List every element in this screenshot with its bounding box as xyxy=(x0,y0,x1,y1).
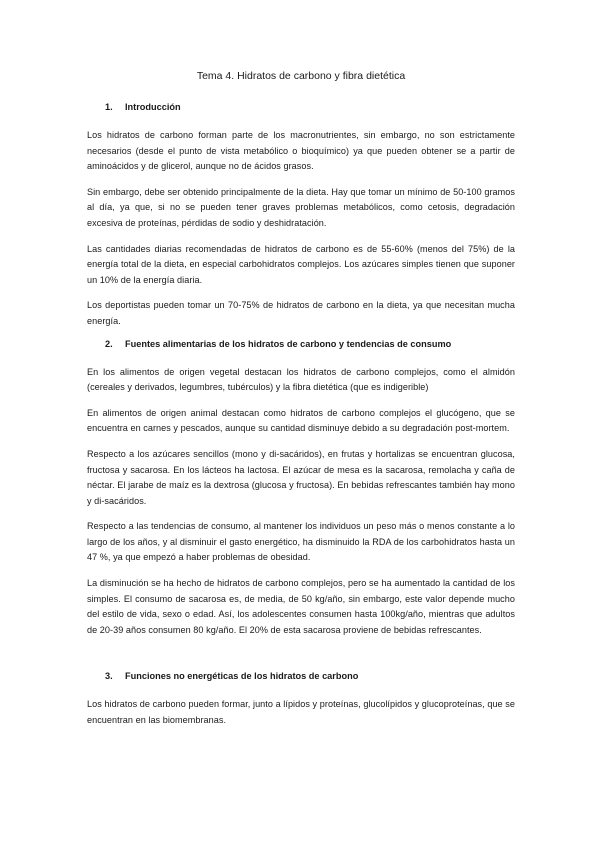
section-heading-3 xyxy=(87,670,515,682)
paragraph: La disminución se ha hecho de hidratos de carbono complejos, pero se ha aumentado la cantidad de los simples. El consumo de sacarosa es, de media, de 50 kg/año, sin embargo, este valor depende mucho del estilo de vida, sexo o edad. Así, los adolescentes consumen hasta 100kg/año, mientras que adultos de 20-39 años consumen 80 kg/año. El 20% de esta sacarosa proviene de bebidas refrescantes. xyxy=(87,578,515,635)
section-heading-2 xyxy=(87,338,515,350)
paragraph: Los hidratos de carbono forman parte de los macronutrientes, sin embargo, no son estrictamente necesarios (desde el punto de vista metabólico o bioquímico) ya que pueden obtener se a partir de aminoácidos y de glicerol, aunque no de ácidos grasos. xyxy=(87,130,515,172)
paragraph: Sin embargo, debe ser obtenido principalmente de la dieta. Hay que tomar un mínimo de 50-100 gramos al día, ya que, si no se pueden tener graves problemas metabólicos, como cetosis, degradación excesiva de proteínas, pérdidas de sodio y deshidratación. xyxy=(87,186,515,228)
document-body xyxy=(87,70,515,739)
paragraph: En alimentos de origen animal destacan como hidratos de carbono complejos el glucógeno, que se encuentra en carnes y pescados, aunque su cantidad disminuye debido a su degradación post-mortem. xyxy=(87,407,515,434)
section-number: 2. xyxy=(105,338,113,349)
paragraph: En los alimentos de origen vegetal destacan los hidratos de carbono complejos, como el almidón (cereales y derivados, legumbres, tubérculos) y la fibra dietética (que es indigerible) xyxy=(87,366,515,393)
section-heading-1 xyxy=(87,101,515,113)
paragraph: Respecto a los azúcares sencillos (mono y di-sacáridos), en frutas y hortalizas se encuentran glucosa, fructosa y sacarosa. En los lácteos ha lactosa. El azúcar de mesa es la sacarosa, remolacha y caña de néctar. El jarabe de maíz es la dextrosa (glucosa y fructosa). En bebidas refrescantes también hay mono y di-sacáridos. xyxy=(87,448,515,506)
paragraph: Las cantidades diarias recomendadas de hidratos de carbono es de 55-60% (menos del 75%) de la energía total de la dieta, en especial carbohidratos complejos. Los azúcares simples tienen que suponer un 10% de la energía diaria. xyxy=(87,243,515,285)
paragraph: Los deportistas pueden tomar un 70-75% de hidratos de carbono en la dieta, ya que necesitan mucha energía. xyxy=(87,300,515,326)
section-title: Introducción xyxy=(125,102,181,112)
section-number: 3. xyxy=(105,671,113,682)
paragraph: Respecto a las tendencias de consumo, al mantener los individuos un peso más o menos constante a lo largo de los años, y al disminuir el gasto energético, ha disminuido la RDA de los carbohidratos hasta un 47 %, ya que empezó a haber problemas de obesidad. xyxy=(87,521,515,563)
document-title: Tema 4. Hidratos de carbono y fibra dietética xyxy=(196,70,406,82)
section-title: Fuentes alimentarias de los hidratos de carbono y tendencias de consumo xyxy=(125,338,452,349)
section-spacer xyxy=(87,648,515,670)
paragraph: Los hidratos de carbono pueden formar, junto a lípidos y proteínas, glucolípidos y glucoproteínas, que se encuentran en las biomembranas. xyxy=(87,699,515,726)
section-number: 1. xyxy=(105,102,113,112)
section-title: Funciones no energéticas de los hidratos de carbono xyxy=(125,671,359,682)
